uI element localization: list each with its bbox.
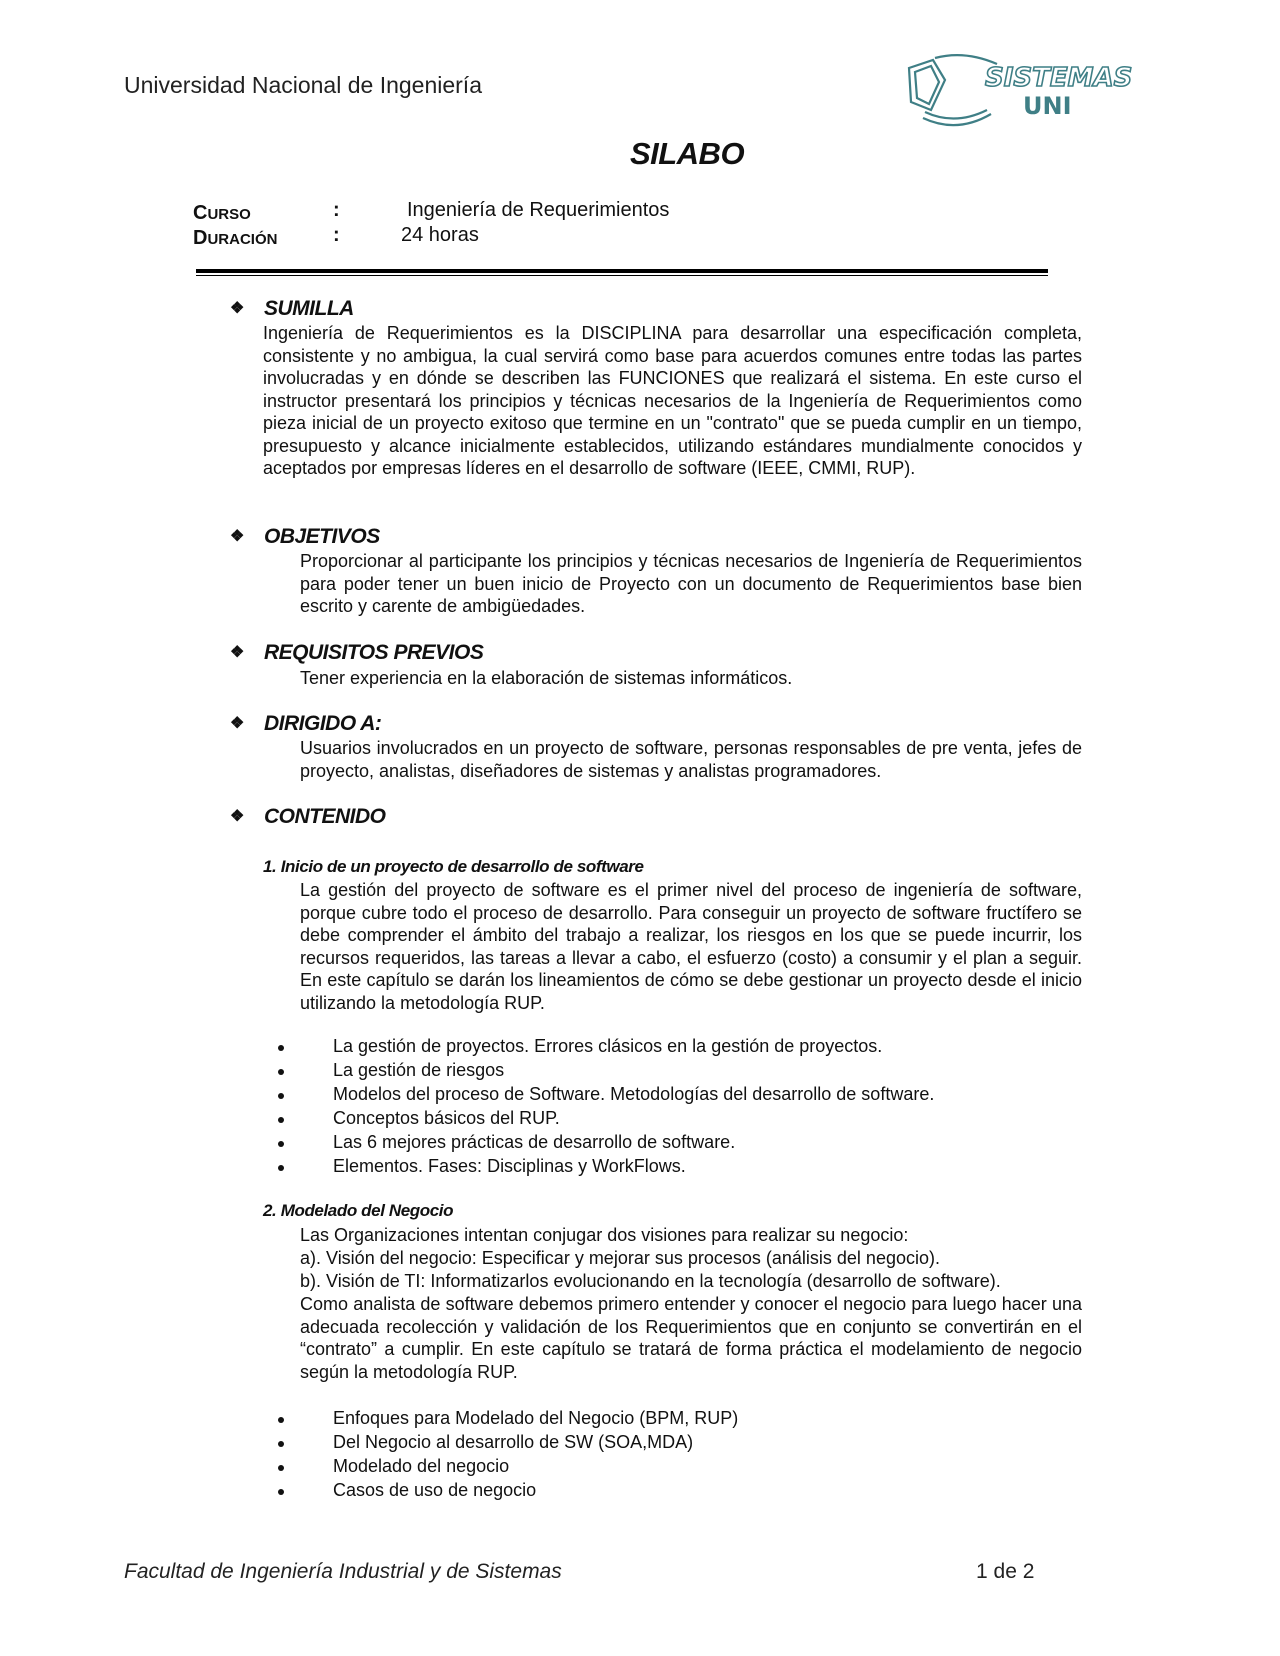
diamond-bullet-icon: ❖ — [230, 808, 244, 825]
section-heading-requisitos: ❖ REQUISITOS PREVIOS — [230, 641, 484, 664]
list-item: Modelado del negocio — [0, 1456, 1280, 1480]
objetivos-text: Proporcionar al participante los principios y técnicas necesarios de Ingeniería de Requerimientos para poder tener un buen inicio de Proyecto con un documento de Requerimientos base bien escrito y carente de ambigüedades. — [300, 551, 1082, 616]
list-item: La gestión de proyectos. Errores clásicos en la gestión de proyectos. — [0, 1036, 1280, 1060]
unit2-text: Como analista de software debemos primero entender y conocer el negocio para luego hacer una adecuada recolección y validación de los Requerimientos que en conjunto se convertirán en el “contrato” a cumplir. En este capítulo se tratará de forma práctica el modelamiento de negocio según la metodología RUP. — [300, 1294, 1082, 1382]
logo-text-bottom: UNI — [1023, 92, 1072, 120]
duration-value: 24 horas — [401, 224, 479, 246]
list-item: Conceptos básicos del RUP. — [0, 1108, 1280, 1132]
unit1-topic-list — [0, 1036, 1280, 1180]
sumilla-text: Ingeniería de Requerimientos es la DISCIPLINA para desarrollar una especificación completa, consistente y no ambigua, la cual servirá como base para acuerdos comunes entre todas las partes involucradas y en dónde se describen las FUNCIONES que realizará el sistema. En este curso el instructor presentará los principios y técnicas necesarios de la Ingeniería de Requerimientos como pieza inicial de un proyecto exitoso que termine en un "contrato" que se pueda cumplir en un tiempo, presupuesto y alcance inicialmente establecidos, utilizando estándares mundialmente conocidos y aceptados por empresas líderes en el desarrollo de software (IEEE, CMMI, RUP). — [263, 323, 1082, 478]
diamond-bullet-icon: ❖ — [230, 715, 244, 732]
course-value: Ingeniería de Requerimientos — [407, 199, 670, 221]
section-heading-dirigido: ❖ DIRIGIDO A: — [230, 712, 382, 735]
list-item: Del Negocio al desarrollo de SW (SOA,MDA) — [0, 1432, 1280, 1456]
unit1-text: La gestión del proyecto de software es el primer nivel del proceso de ingeniería de software, porque cubre todo el proceso de desarrollo. Para conseguir un proyecto de software fructífero se debe comprender el ámbito del trabajo a realizar, los riesgos en los que se puede incurrir, los recursos requeridos, las tareas a llevar a cabo, el esfuerzo (costo) a consumir y el plan a seguir. En este capítulo se darán los lineamientos de cómo se debe gestionar un proyecto desde el inicio utilizando la metodología RUP. — [300, 880, 1082, 1013]
logo-text-top: SISTEMAS — [985, 63, 1133, 93]
list-item: Modelos del proceso de Software. Metodologías del desarrollo de software. — [0, 1084, 1280, 1108]
footer-faculty: Facultad de Ingeniería Industrial y de Sistemas — [124, 1560, 562, 1583]
footer-page-number: 1 de 2 — [976, 1560, 1035, 1583]
list-item: Enfoques para Modelado del Negocio (BPM, RUP) — [0, 1408, 1280, 1432]
list-item: Elementos. Fases: Disciplinas y WorkFlows. — [0, 1156, 1280, 1180]
diamond-bullet-icon: ❖ — [230, 528, 244, 545]
diamond-bullet-icon: ❖ — [230, 644, 244, 661]
unit1-title: 1. Inicio de un proyecto de desarrollo de software — [263, 857, 644, 876]
unit2-line1: Las Organizaciones intentan conjugar dos visiones para realizar su negocio: — [300, 1225, 909, 1245]
divider-thick — [196, 269, 1048, 273]
sistemas-uni-logo — [905, 50, 1133, 132]
list-item: Las 6 mejores prácticas de desarrollo de software. — [0, 1132, 1280, 1156]
document-title: SILABO — [629, 136, 745, 171]
unit2-title: 2. Modelado del Negocio — [263, 1201, 454, 1220]
diamond-bullet-icon: ❖ — [230, 300, 244, 317]
unit2-line2: a). Visión del negocio: Especificar y mejorar sus procesos (análisis del negocio). — [300, 1248, 940, 1268]
list-item: Casos de uso de negocio — [0, 1480, 1280, 1504]
section-heading-objetivos: ❖ OBJETIVOS — [230, 525, 380, 548]
requisitos-text: Tener experiencia en la elaboración de sistemas informáticos. — [300, 668, 793, 688]
unit2-topic-list — [0, 1408, 1280, 1504]
university-name: Universidad Nacional de Ingeniería — [124, 72, 482, 98]
section-heading-sumilla: ❖ SUMILLA — [230, 297, 354, 320]
unit2-line3: b). Visión de TI: Informatizarlos evolucionando en la tecnología (desarrollo de software). — [300, 1271, 1001, 1291]
section-heading-contenido: ❖ CONTENIDO — [230, 805, 386, 828]
divider-thin — [196, 275, 1048, 276]
dirigido-text: Usuarios involucrados en un proyecto de software, personas responsables de pre venta, jefes de proyecto, analistas, diseñadores de sistemas y analistas programadores. — [300, 738, 1082, 781]
list-item: La gestión de riesgos — [0, 1060, 1280, 1084]
